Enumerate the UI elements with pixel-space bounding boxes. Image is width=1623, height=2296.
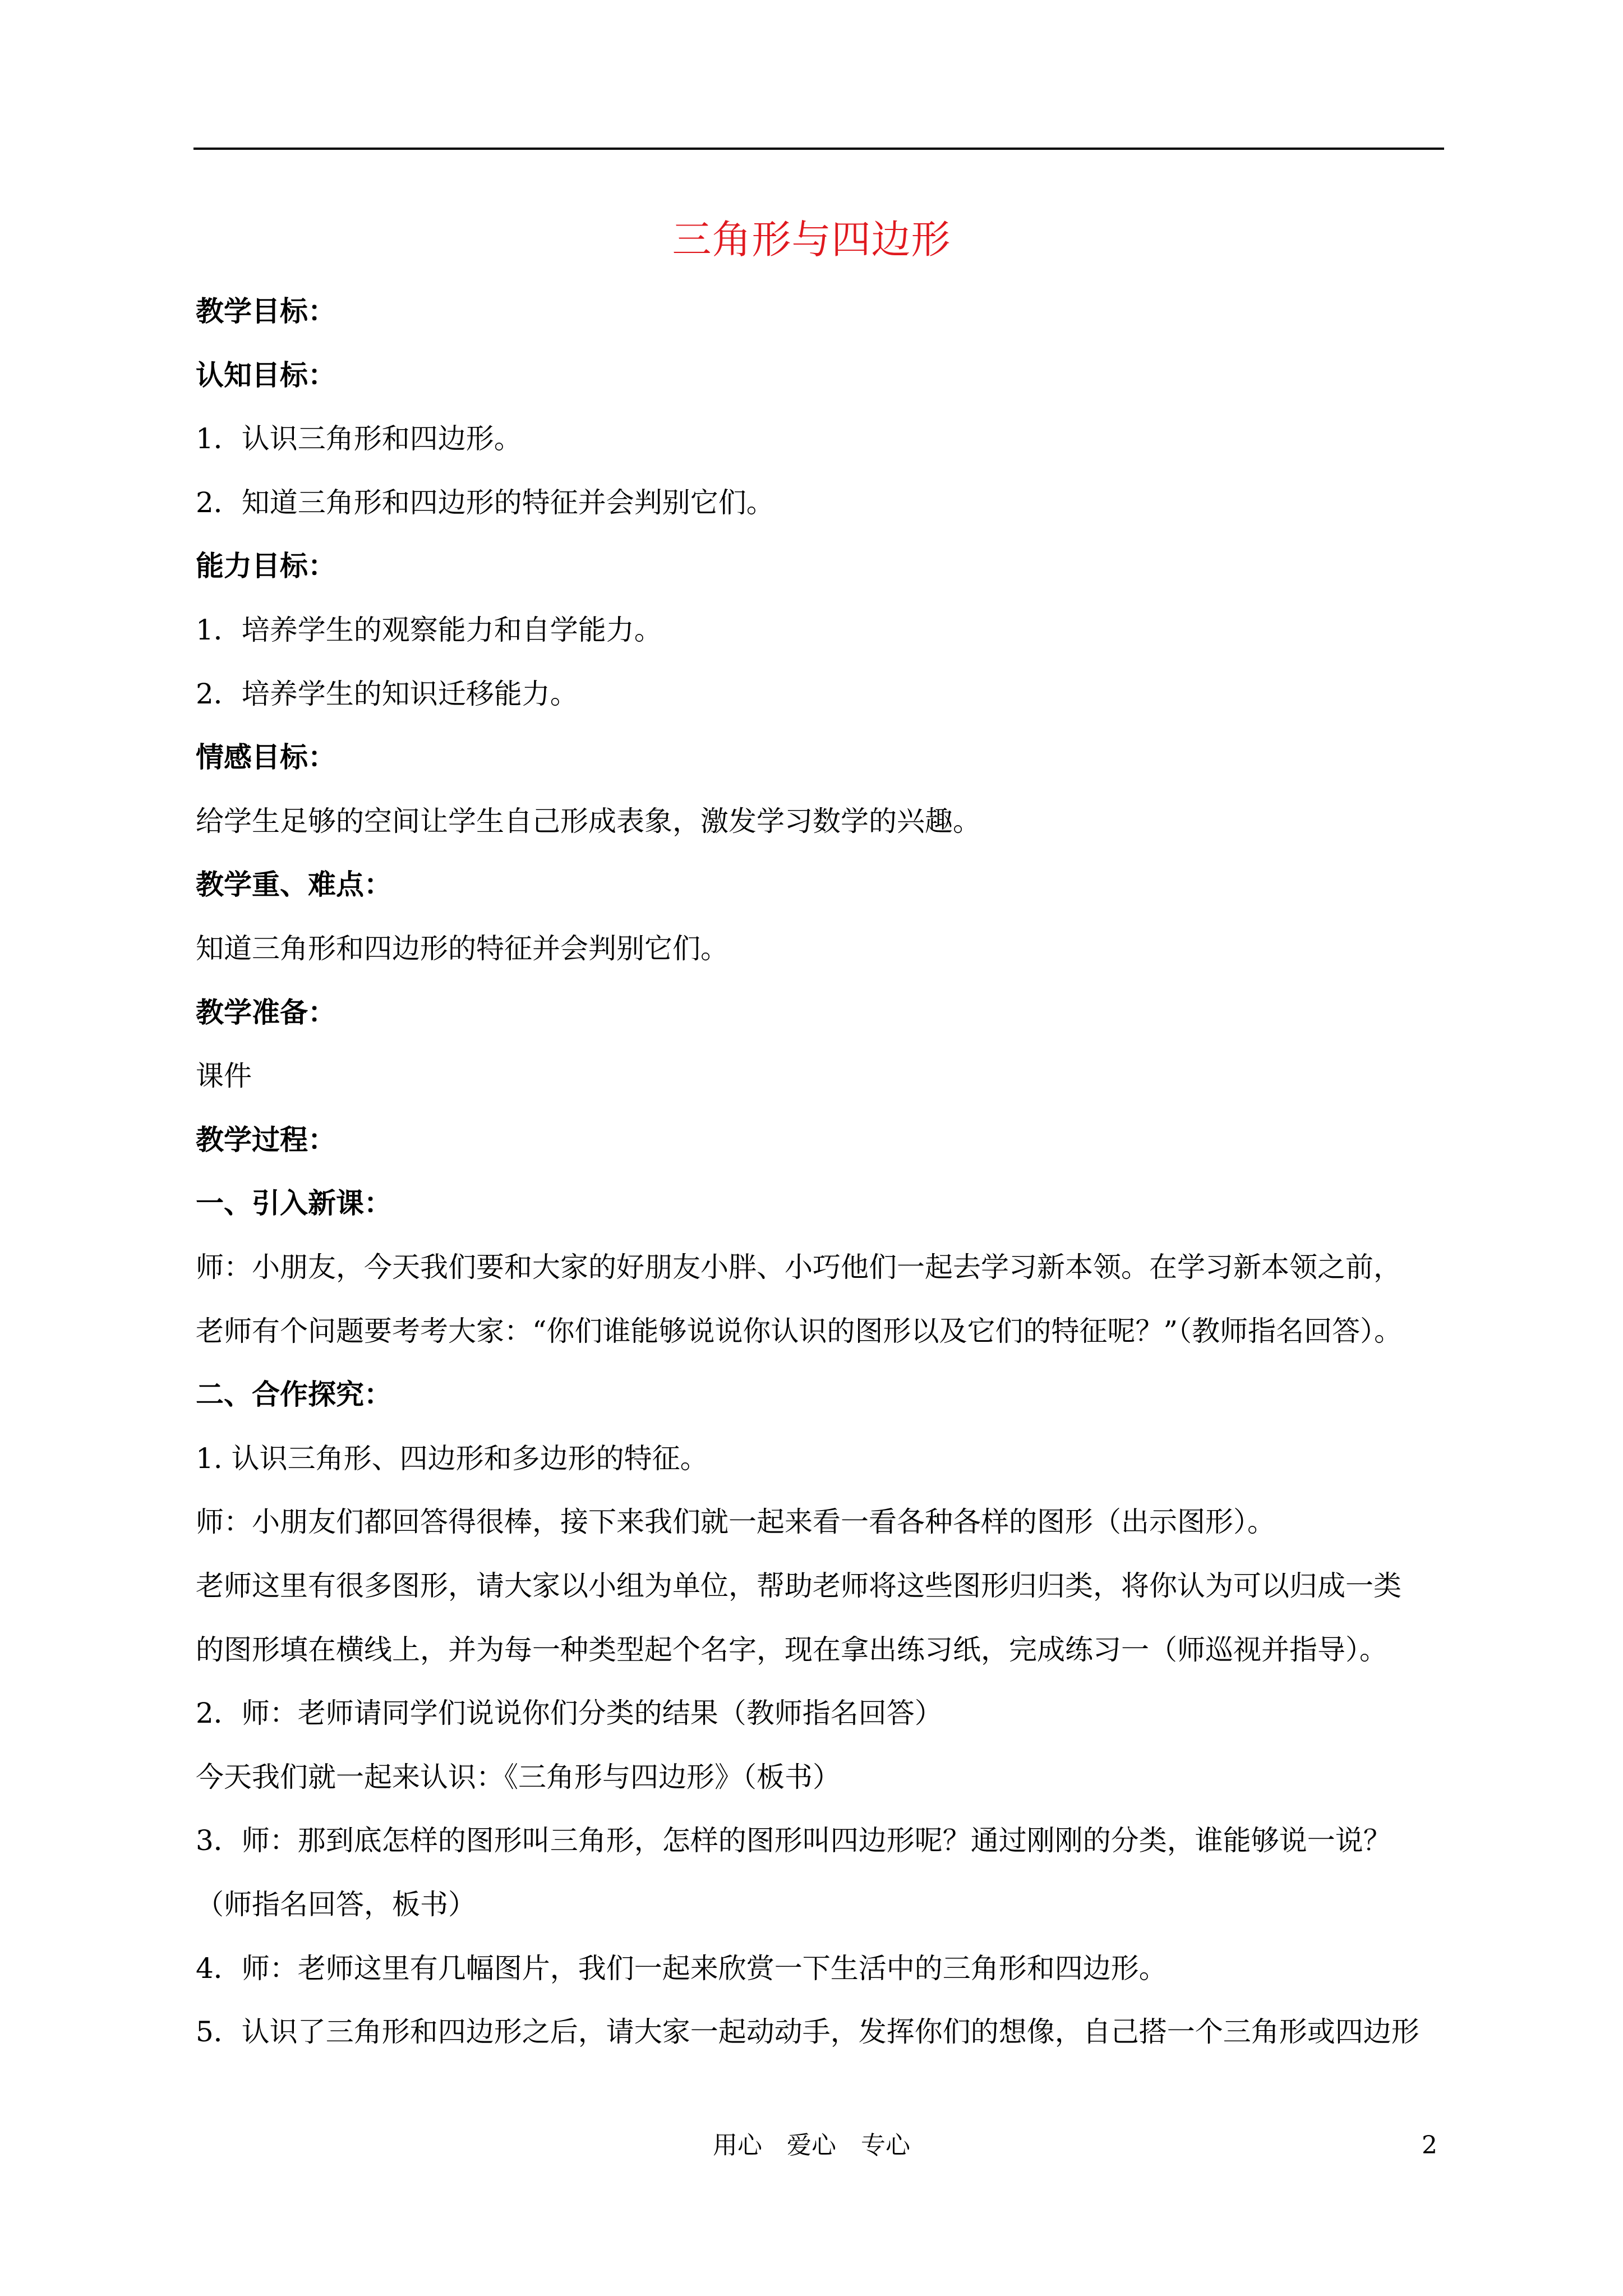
section-heading: 二、合作探究：: [196, 1378, 392, 1411]
body-line: 2．师：老师请同学们说说你们分类的结果（教师指名回答）: [196, 1697, 943, 1729]
section-heading: 教学过程：: [196, 1123, 336, 1156]
body-line: 给学生足够的空间让学生自己形成表象，激发学习数学的兴趣。: [196, 805, 981, 838]
document-title: 三角形与四边形: [672, 217, 951, 263]
section-heading: 能力目标：: [196, 549, 336, 582]
footer-motto: 用心 爱心 专心: [713, 2131, 910, 2160]
body-line: 5．认识了三角形和四边形之后，请大家一起动动手，发挥你们的想像，自己搭一个三角形或四边形: [196, 2016, 1419, 2048]
body-line: 的图形填在横线上，并为每一种类型起个名字，现在拿出练习纸，完成练习一（师巡视并指导）。: [196, 1634, 1387, 1666]
body-line: 1．培养学生的观察能力和自学能力。: [196, 614, 662, 646]
header-rule: [193, 148, 1444, 150]
section-heading: 一、引入新课：: [196, 1186, 392, 1220]
body-line: （师指名回答，板书）: [196, 1888, 476, 1921]
body-line: 4．师：老师这里有几幅图片，我们一起来欣赏一下生活中的三角形和四边形。: [196, 1952, 1167, 1985]
section-heading: 情感目标：: [196, 740, 336, 774]
body-line: 师：小朋友，今天我们要和大家的好朋友小胖、小巧他们一起去学习新本领。在学习新本领之前，: [196, 1251, 1401, 1283]
page-number: 2: [1422, 2131, 1437, 2160]
section-heading: 教学准备：: [196, 996, 336, 1029]
body-line: 3．师：那到底怎样的图形叫三角形，怎样的图形叫四边形呢？通过刚刚的分类，谁能够说一说？: [196, 1824, 1391, 1857]
body-line: 1. 认识三角形、四边形和多边形的特征。: [196, 1442, 708, 1475]
body-line: 1．认识三角形和四边形。: [196, 422, 522, 455]
body-line: 2．知道三角形和四边形的特征并会判别它们。: [196, 486, 774, 519]
body-line: 老师有个问题要考考大家：“你们谁能够说说你认识的图形以及它们的特征呢？”（教师指名回答）。: [196, 1315, 1403, 1347]
section-heading: 教学重、难点：: [196, 868, 392, 901]
body-line: 师：小朋友们都回答得很棒，接下来我们就一起来看一看各种各样的图形（出示图形）。: [196, 1506, 1275, 1538]
body-line: 老师这里有很多图形，请大家以小组为单位，帮助老师将这些图形归归类，将你认为可以归成一类: [196, 1570, 1401, 1602]
section-heading: 教学目标：: [196, 295, 336, 328]
body-line: 今天我们就一起来认识：《三角形与四边形》（板书）: [196, 1761, 841, 1793]
body-line: 课件: [196, 1060, 252, 1092]
section-heading: 认知目标：: [196, 358, 336, 392]
body-line: 知道三角形和四边形的特征并会判别它们。: [196, 932, 728, 965]
body-line: 2．培养学生的知识迁移能力。: [196, 678, 578, 710]
